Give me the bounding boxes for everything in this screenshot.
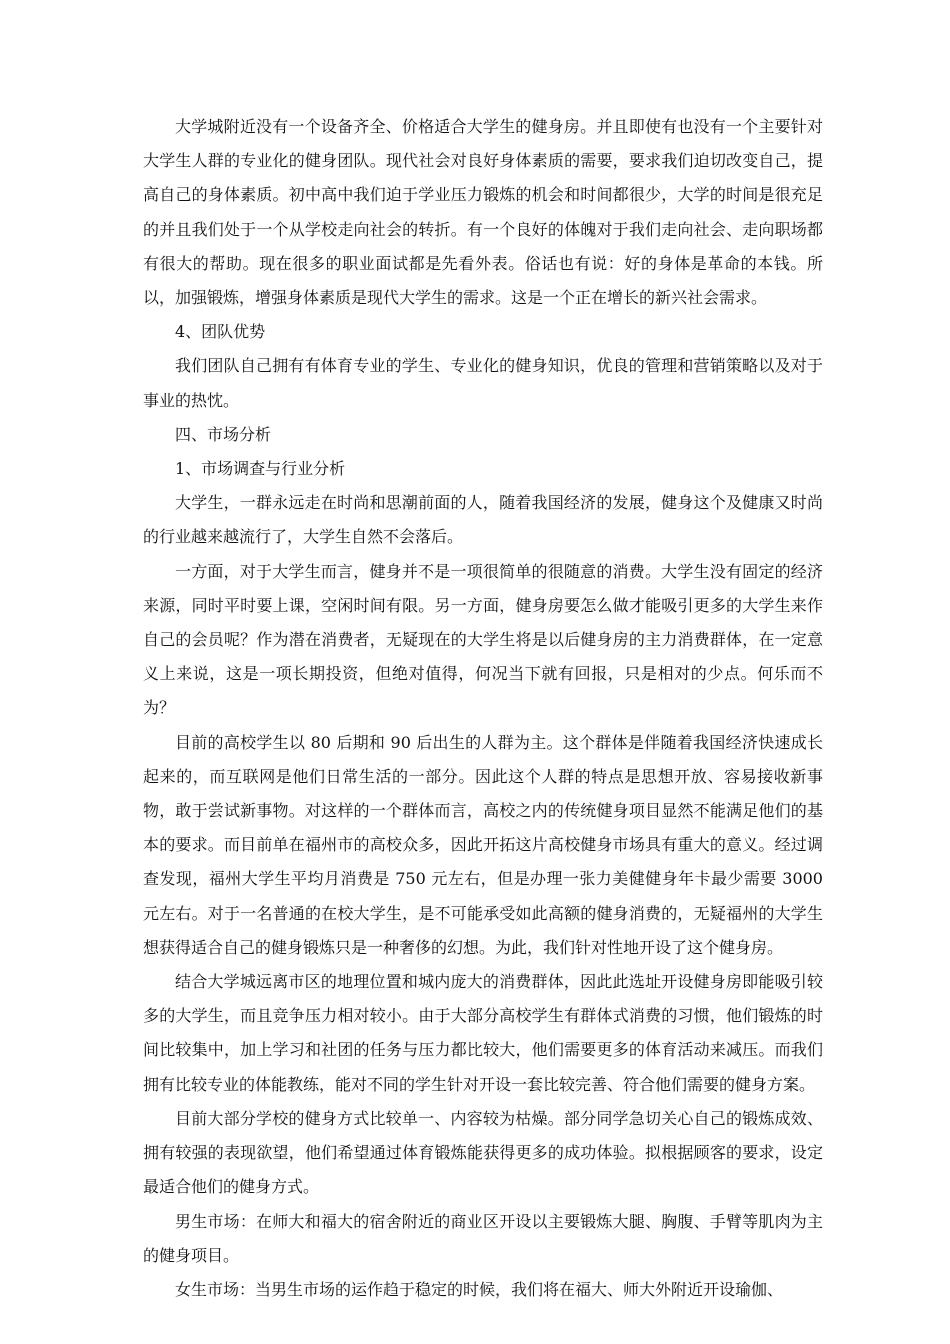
paragraph-target-group: 目前的高校学生以 80 后期和 90 后出生的人群为主。这个群体是伴随着我国经济快速成长起来的，而互联网是他们日常生活的一部分。因此这个人群的特点是思想开放、容易接收新事物，敢于尝试新事物。对这样的一个群体而言，高校之内的传统健身项目显然不能满足他们的基本的要求。而目前单在福州市的高校众多，因此开拓这片高校健身市场具有重大的意义。经过调查发现，福州大学生平均月消费是 750 元左右，但是办理一张力美健健身年卡最少需要 3000 元左右。对于一名普通的在校大学生，是不可能承受如此高额的健身消费的，无疑福州的大学生想获得适合自己的健身锻炼只是一种奢侈的幻想。为此，我们针对性地开设了这个健身房。 [143, 732, 823, 957]
paragraph-team-advantage: 我们团队自己拥有有体育专业的学生、专业化的健身知识，优良的管理和营销策略以及对于事业的热忱。 [143, 356, 823, 410]
document-body [143, 110, 823, 1307]
paragraph-female-market: 女生市场：当男生市场的运作趋于稳定的时候，我们将在福大、师大外附近开设瑜伽、 [175, 1279, 784, 1299]
paragraph-consumption: 一方面，对于大学生而言，健身并不是一项很简单的很随意的消费。大学生没有固定的经济来源，同时平时要上课，空闲时间有限。另一方面，健身房要怎么做才能吸引更多的大学生来作自己的会员呢？作为潜在消费者，无疑现在的大学生将是以后健身房的主力消费群体，在一定意义上来说，这是一项长期投资，但绝对值得，何况当下就有回报，只是相对的少点。何乐而不为？ [143, 561, 823, 718]
heading-market-analysis: 四、市场分析 [175, 424, 272, 444]
paragraph-students-trend: 大学生，一群永远走在时尚和思潮前面的人，随着我国经济的发展，健身这个及健康又时尚的行业越来越流行了，大学生自然不会落后。 [143, 493, 823, 547]
paragraph-male-market: 男生市场：在师大和福大的宿舍附近的商业区开设以主要锻炼大腿、胸腹、手臂等肌肉为主的健身项目。 [143, 1211, 823, 1265]
heading-market-survey: 1、市场调查与行业分析 [175, 459, 346, 479]
paragraph-fitness-methods: 目前大部分学校的健身方式比较单一、内容较为枯燥。部分同学急切关心自己的锻炼成效、拥有较强的表现欲望，他们希望通过体育锻炼能获得更多的成功体验。拟根据顾客的要求，设定最适合他们的健身方式。 [143, 1108, 823, 1197]
heading-team-advantage: 4、团队优势 [175, 322, 266, 342]
paragraph-market-need: 大学城附近没有一个设备齐全、价格适合大学生的健身房。并且即使有也没有一个主要针对大学生人群的专业化的健身团队。现代社会对良好身体素质的需要，要求我们迫切改变自己，提高自己的身体素质。初中高中我们迫于学业压力锻炼的机会和时间都很少，大学的时间是很充足的并且我们处于一个从学校走向社会的转折。有一个良好的体魄对于我们走向社会、走向职场都有很大的帮助。现在很多的职业面试都是先看外表。俗话也有说：好的身体是革命的本钱。所以，加强锻炼，增强身体素质是现代大学生的需求。这是一个正在增长的新兴社会需求。 [143, 117, 823, 308]
paragraph-location: 结合大学城远离市区的地理位置和城内庞大的消费群体，因此此选址开设健身房即能吸引较多的大学生，而且竞争压力相对较小。由于大部分高校学生有群体式消费的习惯，他们锻炼的时间比较集中，加上学习和社团的任务与压力都比较大，他们需要更多的体育活动来减压。而我们拥有比较专业的体能教练，能对不同的学生针对开设一套比较完善、符合他们需要的健身方案。 [143, 972, 823, 1094]
